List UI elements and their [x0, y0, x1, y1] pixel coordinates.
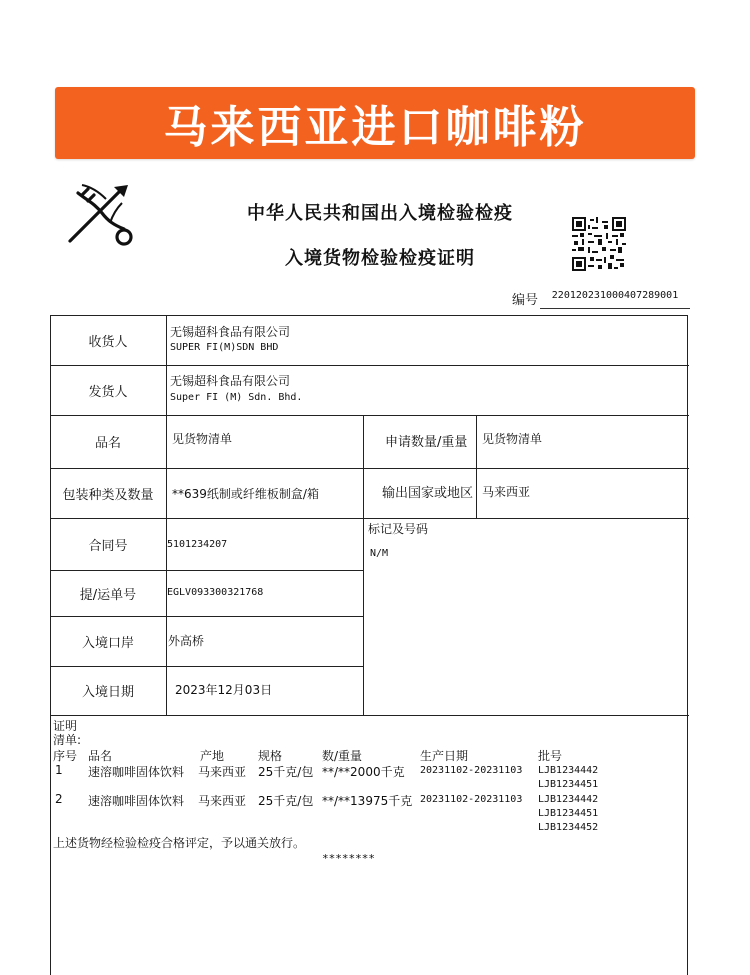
col-header-origin: 产地 — [200, 749, 225, 763]
list-label: 清单: — [53, 733, 82, 747]
contract-value: 5101234207 — [167, 539, 228, 550]
certificate-subtitle: 入境货物检验检疫证明 — [285, 248, 475, 269]
list-item-batch: LJB1234442 — [538, 765, 599, 776]
bill-of-lading-label: 提/运单号 — [79, 587, 137, 603]
list-item-batch: LJB1234442 — [538, 794, 599, 805]
banner-title: 马来西亚进口咖啡粉 — [163, 102, 587, 153]
consignor-cn: 无锡超科食品有限公司 — [170, 374, 291, 388]
consignor-label: 发货人 — [88, 384, 128, 400]
bill-of-lading-value: EGLV093300321768 — [167, 587, 264, 598]
list-item-qty: **/**13975千克 — [322, 794, 413, 808]
certificate-number-value: 220120231000407289001 — [540, 288, 690, 309]
list-item-origin: 马来西亚 — [198, 765, 247, 779]
consignee-label: 收货人 — [88, 335, 128, 350]
column-divider — [166, 316, 167, 715]
goods-name-label: 品名 — [94, 436, 121, 451]
list-item-prod-date: 20231102-20231103 — [420, 794, 523, 805]
row-divider — [51, 715, 689, 716]
list-item-batch: LJB1234451 — [538, 808, 599, 819]
list-item-name: 速溶咖啡固体饮料 — [88, 794, 185, 808]
column-divider — [476, 415, 477, 518]
qr-code-icon — [572, 217, 626, 271]
list-item-origin: 马来西亚 — [198, 794, 247, 808]
package-value: **639纸制或纤维板制盒/箱 — [172, 487, 319, 501]
certificate-title: 中华人民共和国出入境检验检疫 — [247, 203, 513, 224]
col-header-name: 品名 — [88, 749, 113, 763]
goods-name-value: 见货物清单 — [172, 432, 233, 446]
col-header-batch: 批号 — [538, 749, 563, 763]
header-banner — [55, 87, 695, 159]
column-divider — [363, 415, 364, 715]
marks-label: 标记及号码 — [368, 522, 429, 536]
marks-value: N/M — [370, 548, 389, 559]
list-item-qty: **/**2000千克 — [322, 765, 405, 779]
list-item-no: 2 — [55, 792, 63, 806]
end-stars: ******** — [322, 852, 375, 865]
col-header-spec: 规格 — [258, 749, 283, 763]
list-item-batch: LJB1234452 — [538, 822, 599, 833]
list-item-batch: LJB1234451 — [538, 779, 599, 790]
list-item-spec: 25千克/包 — [258, 765, 314, 779]
entry-port-label: 入境口岸 — [81, 635, 134, 651]
declared-quantity-value: 见货物清单 — [482, 432, 543, 446]
col-header-prod-date: 生产日期 — [420, 749, 469, 763]
entry-date-value: 2023年12月03日 — [175, 683, 273, 697]
origin-country-value: 马来西亚 — [482, 485, 531, 499]
declared-quantity-label: 申请数量/重量 — [385, 435, 468, 450]
list-item-no: 1 — [55, 763, 63, 777]
proof-heading: 证明 — [53, 719, 78, 733]
entry-port-value: 外高桥 — [168, 634, 205, 648]
col-header-no: 序号 — [53, 749, 78, 763]
certificate-number-label: 编号 — [512, 293, 539, 308]
package-label: 包装种类及数量 — [62, 487, 154, 503]
list-item-prod-date: 20231102-20231103 — [420, 765, 523, 776]
consignee-cn: 无锡超科食品有限公司 — [170, 325, 291, 339]
entry-date-label: 入境日期 — [81, 685, 134, 700]
origin-country-label: 输出国家或地区 — [382, 486, 474, 501]
inspection-emblem-icon — [62, 183, 142, 247]
col-header-qty: 数/重量 — [322, 749, 363, 763]
list-item-name: 速溶咖啡固体饮料 — [88, 765, 185, 779]
list-item-spec: 25千克/包 — [258, 794, 314, 808]
consignor-en: Super FI (M) Sdn. Bhd. — [170, 392, 303, 403]
contract-label: 合同号 — [88, 538, 128, 554]
conclusion-text: 上述货物经检验检疫合格评定，予以通关放行。 — [53, 836, 306, 850]
consignee-en: SUPER FI(M)SDN BHD — [170, 342, 279, 353]
